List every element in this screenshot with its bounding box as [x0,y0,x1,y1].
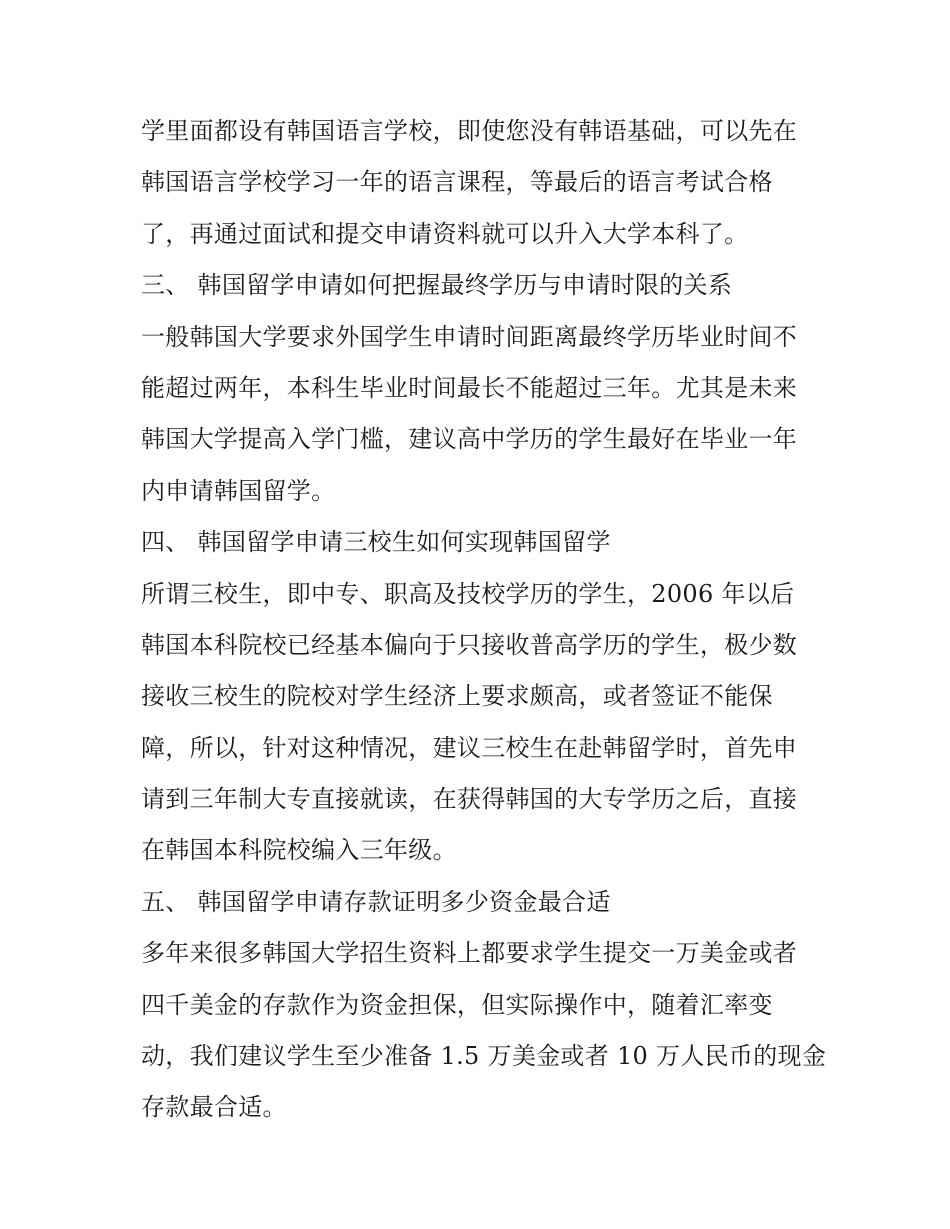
text-line: 能超过两年，本科生毕业时间最长不能超过三年。尤其是未来 [141,373,798,402]
text-line: 接收三校生的院校对学生经济上要求颇高，或者签证不能保 [141,682,773,711]
body-text [141,106,827,1134]
text-line: 动，我们建议学生至少准备 1.5 万美金或者 10 万人民币的现金 [141,1042,827,1071]
text-line: 多年来很多韩国大学招生资料上都要求学生提交一万美金或者 [141,939,798,968]
text-line: 存款最合适。 [141,1093,287,1122]
text-line: 所谓三校生，即中专、职高及技校学历的学生，2006 年以后 [141,579,795,608]
text-line: 障，所以，针对这种情况，建议三校生在赴韩留学时，首先申 [141,733,798,762]
section-heading-4: 四、 韩国留学申请三校生如何实现韩国留学 [141,528,611,557]
text-line: 四千美金的存款作为资金担保，但实际操作中，随着汇率变 [141,990,773,1019]
text-line: 韩国本科院校已经基本偏向于只接收普高学历的学生，极少数 [141,630,798,659]
section-heading-5: 五、 韩国留学申请存款证明多少资金最合适 [141,887,611,916]
section-heading-3: 三、 韩国留学申请如何把握最终学历与申请时限的关系 [141,271,733,300]
text-line: 学里面都设有韩国语言学校，即使您没有韩语基础，可以先在 [141,117,798,145]
text-line: 韩国大学提高入学门槛，建议高中学历的学生最好在毕业一年 [141,425,798,454]
text-line: 内申请韩国留学。 [141,476,336,505]
text-line: 在韩国本科院校编入三年级。 [141,836,457,865]
text-line: 一般韩国大学要求外国学生申请时间距离最终学历毕业时间不 [141,322,798,351]
text-line: 请到三年制大专直接就读，在获得韩国的大专学历之后，直接 [141,785,798,814]
text-line: 了，再通过面试和提交申请资料就可以升入大学本科了。 [141,219,749,248]
text-line: 韩国语言学校学习一年的语言课程，等最后的语言考试合格 [141,168,773,197]
